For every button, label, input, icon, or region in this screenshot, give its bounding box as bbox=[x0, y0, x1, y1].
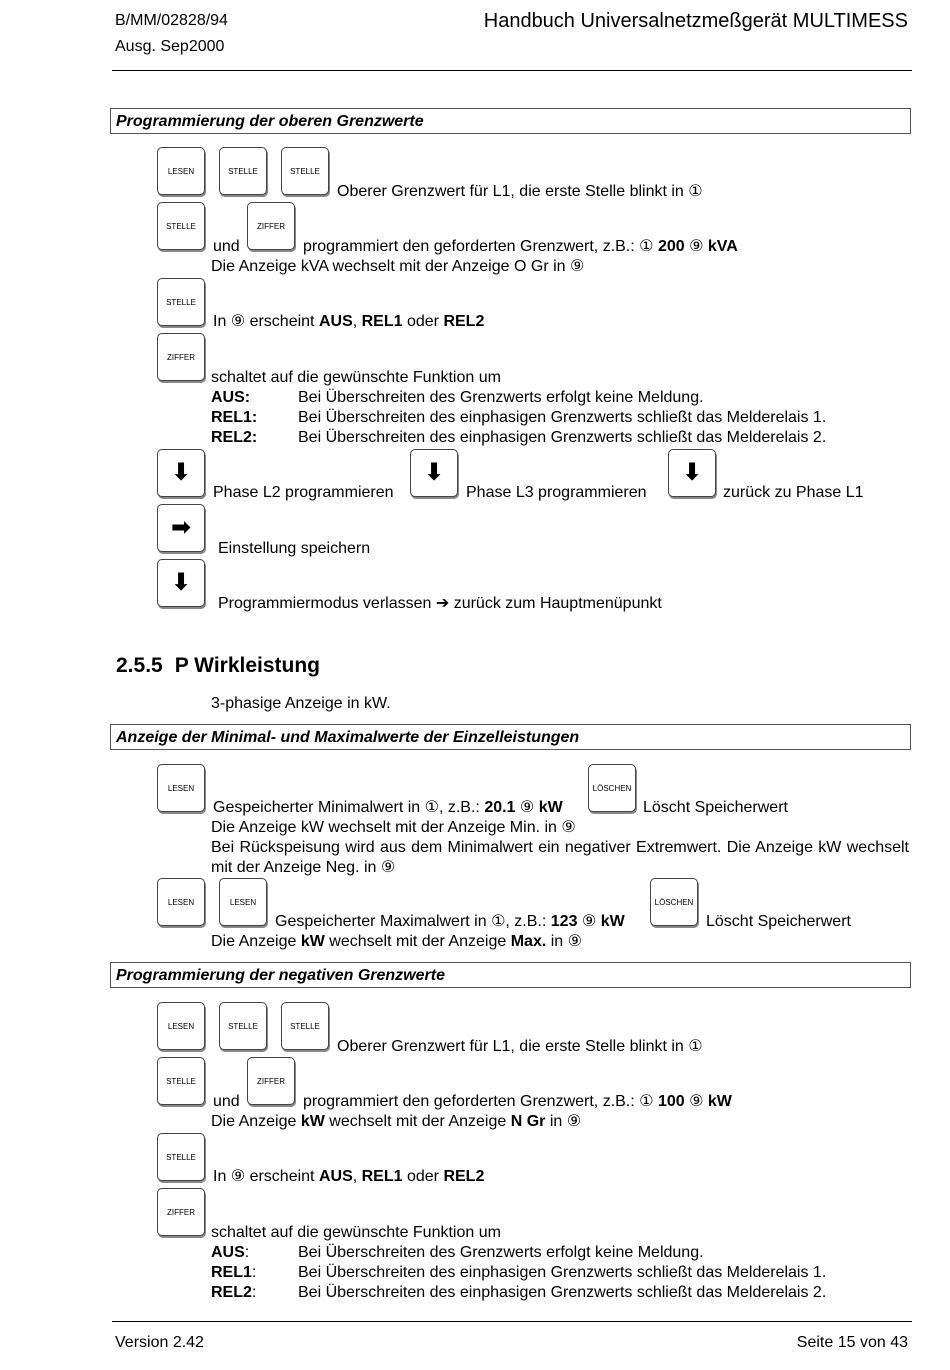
text-paragraph: Bei Rückspeisung wird aus dem Minimalwert ein negativer Extremwert. Die Anzeige kW wechselt mit der Anzeige Neg. in ⑨ bbox=[211, 839, 909, 876]
stelle-key-icon: STELLE bbox=[157, 1133, 205, 1181]
edition: Ausg. Sep2000 bbox=[115, 38, 225, 55]
section-heading: 2.5.5 P Wirkleistung bbox=[116, 654, 321, 677]
ziffer-key-icon: ZIFFER bbox=[157, 333, 205, 381]
loeschen-key-icon: LÖSCHEN bbox=[588, 764, 636, 812]
text-phase-l2: Phase L2 programmieren bbox=[213, 484, 394, 501]
footer-rule bbox=[112, 1321, 912, 1322]
text-line: Gespeicherter Maximalwert in ①, z.B.: 123 ⑨ kW bbox=[275, 913, 625, 930]
text-und: und bbox=[213, 238, 240, 255]
page-number: Seite 15 von 43 bbox=[796, 1334, 908, 1351]
text-line: Die Anzeige kVA wechselt mit der Anzeige O Gr in ⑨ bbox=[211, 258, 585, 275]
arrow-down-key-icon: ⬇ bbox=[157, 559, 205, 607]
lesen-key-icon: LESEN bbox=[157, 764, 205, 812]
section-title-negative-limits: Programmierung der negativen Grenzwerte bbox=[110, 962, 911, 988]
option-aus: AUS: Bei Überschreiten des Grenzwerts erfolgt keine Meldung. bbox=[211, 1244, 704, 1261]
section-title-minmax: Anzeige der Minimal- und Maximalwerte der Einzelleistungen bbox=[110, 724, 911, 750]
lesen-key-icon: LESEN bbox=[157, 878, 205, 926]
arrow-down-key-icon: ⬇ bbox=[668, 449, 716, 497]
text-line: Die Anzeige kW wechselt mit der Anzeige N Gr in ⑨ bbox=[211, 1113, 582, 1130]
text-exit: Programmiermodus verlassen ➔ zurück zum Hauptmenüpunkt bbox=[218, 595, 662, 612]
header-rule bbox=[112, 70, 912, 71]
text-clear: Löscht Speicherwert bbox=[643, 799, 788, 816]
stelle-key-icon: STELLE bbox=[219, 1002, 267, 1050]
text-phase-l3: Phase L3 programmieren bbox=[466, 484, 647, 501]
text-line: schaltet auf die gewünschte Funktion um bbox=[211, 1224, 501, 1241]
manual-title: Handbuch Universalnetzmeßgerät MULTIMESS bbox=[483, 10, 908, 32]
option-rel2: REL2: Bei Überschreiten des einphasigen Grenzwerts schließt das Melderelais 2. bbox=[211, 429, 827, 446]
option-rel2: REL2: Bei Überschreiten des einphasigen Grenzwerts schließt das Melderelais 2. bbox=[211, 1284, 827, 1301]
stelle-key-icon: STELLE bbox=[157, 278, 205, 326]
text-line: In ⑨ erscheint AUS, REL1 oder REL2 bbox=[213, 1168, 485, 1185]
ziffer-key-icon: ZIFFER bbox=[247, 202, 295, 250]
text-save: Einstellung speichern bbox=[218, 540, 371, 557]
text-line: programmiert den geforderten Grenzwert, z.B.: ① 100 ⑨ kW bbox=[303, 1093, 732, 1110]
stelle-key-icon: STELLE bbox=[157, 202, 205, 250]
doc-id: B/MM/02828/94 bbox=[115, 12, 228, 29]
text-line: Oberer Grenzwert für L1, die erste Stelle blinkt in ① bbox=[337, 183, 703, 200]
intro-text: 3-phasige Anzeige in kW. bbox=[211, 695, 391, 712]
text-line: programmiert den geforderten Grenzwert, z.B.: ① 200 ⑨ kVA bbox=[303, 238, 738, 255]
arrow-right-key-icon: ➡ bbox=[157, 504, 205, 552]
text-line: Die Anzeige kW wechselt mit der Anzeige Max. in ⑨ bbox=[211, 933, 582, 950]
text-back-l1: zurück zu Phase L1 bbox=[723, 484, 864, 501]
version: Version 2.42 bbox=[115, 1334, 204, 1351]
arrow-down-key-icon: ⬇ bbox=[410, 449, 458, 497]
section-title-upper-limits: Programmierung der oberen Grenzwerte bbox=[110, 108, 911, 134]
text-und: und bbox=[213, 1093, 240, 1110]
stelle-key-icon: STELLE bbox=[281, 1002, 329, 1050]
option-rel1: REL1: Bei Überschreiten des einphasigen Grenzwerts schließt das Melderelais 1. bbox=[211, 409, 827, 426]
text-line: Die Anzeige kW wechselt mit der Anzeige Min. in ⑨ bbox=[211, 819, 576, 836]
text-line: Oberer Grenzwert für L1, die erste Stelle blinkt in ① bbox=[337, 1038, 703, 1055]
option-aus: AUS: Bei Überschreiten des Grenzwerts erfolgt keine Meldung. bbox=[211, 389, 704, 406]
text-line: Gespeicherter Minimalwert in ①, z.B.: 20.1 ⑨ kW bbox=[213, 799, 563, 816]
text-clear: Löscht Speicherwert bbox=[706, 913, 851, 930]
loeschen-key-icon: LÖSCHEN bbox=[650, 878, 698, 926]
text-line: schaltet auf die gewünschte Funktion um bbox=[211, 369, 501, 386]
arrow-down-key-icon: ⬇ bbox=[157, 449, 205, 497]
ziffer-key-icon: ZIFFER bbox=[247, 1057, 295, 1105]
stelle-key-icon: STELLE bbox=[157, 1057, 205, 1105]
ziffer-key-icon: ZIFFER bbox=[157, 1188, 205, 1236]
stelle-key-icon: STELLE bbox=[281, 147, 329, 195]
stelle-key-icon: STELLE bbox=[219, 147, 267, 195]
text-line: In ⑨ erscheint AUS, REL1 oder REL2 bbox=[213, 313, 485, 330]
lesen-key-icon: LESEN bbox=[157, 1002, 205, 1050]
lesen-key-icon: LESEN bbox=[157, 147, 205, 195]
option-rel1: REL1: Bei Überschreiten des einphasigen Grenzwerts schließt das Melderelais 1. bbox=[211, 1264, 827, 1281]
lesen-key-icon: LESEN bbox=[219, 878, 267, 926]
